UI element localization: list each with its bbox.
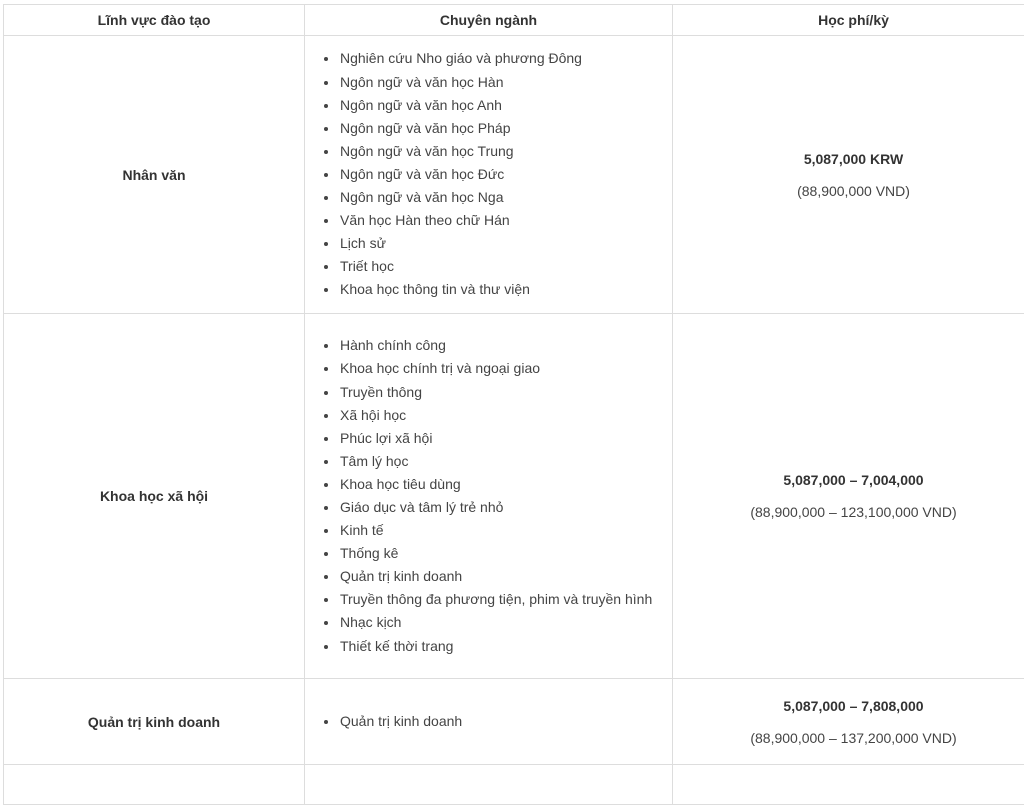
fee-krw: 5,087,000 – 7,004,000 <box>673 472 1024 488</box>
list-item: • Thống kê <box>339 542 672 565</box>
list-item: • Triết học <box>339 255 672 278</box>
table-row-partial <box>4 765 1024 805</box>
majors-list <box>319 710 672 733</box>
list-item: • Ngôn ngữ và văn học Trung <box>339 140 672 163</box>
fee-vnd: (88,900,000 – 123,100,000 VND) <box>673 504 1024 520</box>
list-item: • Khoa học thông tin và thư viện <box>339 278 672 301</box>
list-item: • Truyền thông đa phương tiện, phim và truyền hình <box>339 588 672 611</box>
list-item: • Quản trị kinh doanh <box>339 565 672 588</box>
majors-cell <box>305 765 673 805</box>
table-row <box>4 679 1024 765</box>
fee-cell <box>673 765 1024 805</box>
list-item: • Nhạc kịch <box>339 611 672 634</box>
list-item: • Ngôn ngữ và văn học Anh <box>339 94 672 117</box>
fee-krw: 5,087,000 KRW <box>673 151 1024 167</box>
list-item: • Thiết kế thời trang <box>339 635 672 658</box>
majors-cell <box>305 36 673 314</box>
table-row <box>4 36 1024 314</box>
majors-list <box>319 334 672 657</box>
list-item: • Ngôn ngữ và văn học Đức <box>339 163 672 186</box>
header-tuition: Học phí/kỳ <box>673 5 1024 36</box>
list-item: • Khoa học chính trị và ngoại giao <box>339 357 672 380</box>
list-item: • Ngôn ngữ và văn học Hàn <box>339 71 672 94</box>
list-item: • Kinh tế <box>339 519 672 542</box>
field-cell: Khoa học xã hội <box>4 314 305 679</box>
list-item: • Xã hội học <box>339 404 672 427</box>
majors-cell <box>305 679 673 765</box>
field-cell: Quản trị kinh doanh <box>4 679 305 765</box>
list-item: • Ngôn ngữ và văn học Nga <box>339 186 672 209</box>
list-item: • Tâm lý học <box>339 450 672 473</box>
list-item: • Khoa học tiêu dùng <box>339 473 672 496</box>
majors-list <box>319 47 672 301</box>
list-item: • Quản trị kinh doanh <box>339 710 672 733</box>
list-item: • Hành chính công <box>339 334 672 357</box>
list-item: • Nghiên cứu Nho giáo và phương Đông <box>339 47 672 70</box>
fee-krw: 5,087,000 – 7,808,000 <box>673 698 1024 714</box>
fee-vnd: (88,900,000 – 137,200,000 VND) <box>673 730 1024 746</box>
fee-cell <box>673 679 1024 765</box>
list-item: • Lịch sử <box>339 232 672 255</box>
majors-cell <box>305 314 673 679</box>
tuition-table <box>3 4 1024 805</box>
list-item: • Truyền thông <box>339 381 672 404</box>
field-cell <box>4 765 305 805</box>
list-item: • Văn học Hàn theo chữ Hán <box>339 209 672 232</box>
header-majors: Chuyên ngành <box>305 5 673 36</box>
fee-vnd: (88,900,000 VND) <box>673 183 1024 199</box>
table-row <box>4 314 1024 679</box>
tuition-table-container <box>3 4 1024 805</box>
list-item: • Ngôn ngữ và văn học Pháp <box>339 117 672 140</box>
header-field: Lĩnh vực đào tạo <box>4 5 305 36</box>
list-item: • Giáo dục và tâm lý trẻ nhỏ <box>339 496 672 519</box>
fee-cell <box>673 314 1024 679</box>
fee-cell <box>673 36 1024 314</box>
field-cell: Nhân văn <box>4 36 305 314</box>
list-item: • Phúc lợi xã hội <box>339 427 672 450</box>
table-header-row <box>4 5 1024 36</box>
